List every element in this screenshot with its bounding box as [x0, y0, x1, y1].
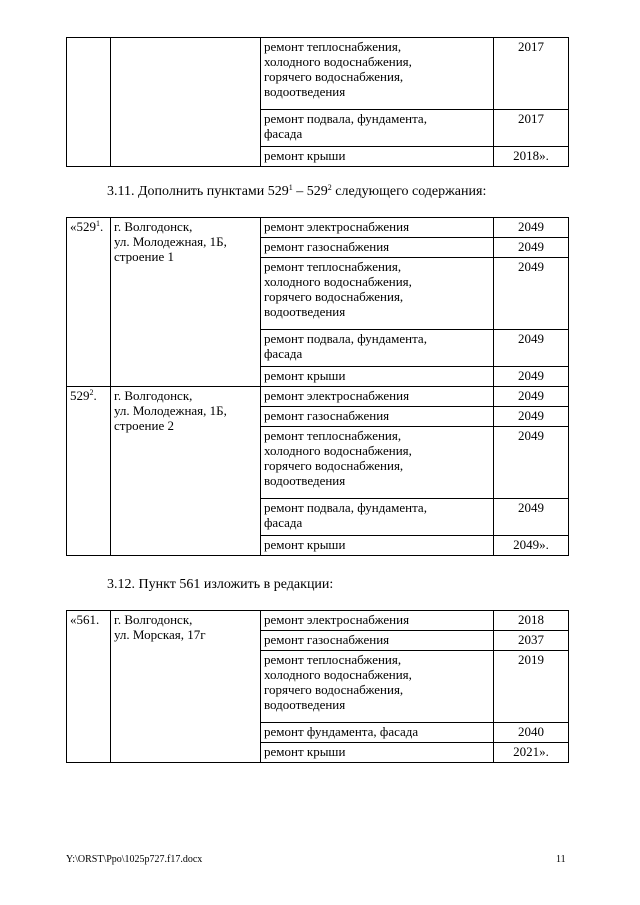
- table-row: [67, 387, 569, 407]
- number-cell: [67, 38, 111, 167]
- work-cell: ремонт крыши: [261, 147, 494, 167]
- work-cell: ремонт крыши: [261, 367, 494, 387]
- year-cell: 2049: [494, 238, 569, 258]
- footer-page-number: 11: [556, 854, 566, 865]
- year-cell: 2021».: [494, 743, 569, 763]
- address-cell: г. Волгодонск, ул. Молодежная, 1Б, строение 1: [111, 218, 261, 387]
- work-cell: ремонт крыши: [261, 743, 494, 763]
- year-cell: 2049: [494, 387, 569, 407]
- work-cell: ремонт теплоснабжения, холодного водоснабжения, горячего водоснабжения, водоотведения: [261, 427, 494, 499]
- year-cell: 2017: [494, 110, 569, 147]
- year-cell: 2040: [494, 723, 569, 743]
- work-cell: ремонт газоснабжения: [261, 407, 494, 427]
- table-529: [66, 217, 569, 556]
- paragraph-3-11: 3.11. Дополнить пунктами $529^1 - 529^2$ следующего содержания:: [107, 183, 487, 199]
- work-cell: ремонт газоснабжения: [261, 631, 494, 651]
- year-cell: 2049: [494, 367, 569, 387]
- work-cell: ремонт подвала, фундамента, фасада: [261, 330, 494, 367]
- year-cell: 2018».: [494, 147, 569, 167]
- table-row: [67, 218, 569, 238]
- address-cell: г. Волгодонск, ул. Морская, 17г: [111, 611, 261, 763]
- work-cell: ремонт подвала, фундамента, фасада: [261, 499, 494, 536]
- work-cell: ремонт подвала, фундамента, фасада: [261, 110, 494, 147]
- year-cell: 2049: [494, 407, 569, 427]
- work-cell: ремонт теплоснабжения, холодного водоснабжения, горячего водоснабжения, водоотведения: [261, 38, 494, 110]
- table-row: [67, 611, 569, 631]
- year-cell: 2049: [494, 427, 569, 499]
- number-cell: «561.: [67, 611, 111, 763]
- table-561: [66, 610, 569, 763]
- work-cell: ремонт электроснабжения: [261, 387, 494, 407]
- address-cell: [111, 38, 261, 167]
- address-cell: г. Волгодонск, ул. Молодежная, 1Б, строение 2: [111, 387, 261, 556]
- work-cell: ремонт теплоснабжения, холодного водоснабжения, горячего водоснабжения, водоотведения: [261, 258, 494, 330]
- work-cell: ремонт газоснабжения: [261, 238, 494, 258]
- table-row: [67, 38, 569, 110]
- year-cell: 2018: [494, 611, 569, 631]
- work-cell: ремонт электроснабжения: [261, 611, 494, 631]
- year-cell: 2049: [494, 499, 569, 536]
- table-continuation: [66, 37, 569, 167]
- work-cell: ремонт крыши: [261, 536, 494, 556]
- year-cell: 2017: [494, 38, 569, 110]
- year-cell: 2049».: [494, 536, 569, 556]
- paragraph-3-12: 3.12. Пункт 561 изложить в редакции:: [107, 577, 334, 592]
- number-cell: «$529^1$.: [67, 218, 111, 387]
- work-cell: ремонт теплоснабжения, холодного водоснабжения, горячего водоснабжения, водоотведения: [261, 651, 494, 723]
- year-cell: 2049: [494, 330, 569, 367]
- year-cell: 2049: [494, 258, 569, 330]
- year-cell: 2049: [494, 218, 569, 238]
- number-cell: $529^2$.: [67, 387, 111, 556]
- work-cell: ремонт электроснабжения: [261, 218, 494, 238]
- work-cell: ремонт фундамента, фасада: [261, 723, 494, 743]
- footer-file-path: Y:\ORST\Ppo\1025p727.f17.docx: [66, 854, 203, 865]
- year-cell: 2037: [494, 631, 569, 651]
- year-cell: 2019: [494, 651, 569, 723]
